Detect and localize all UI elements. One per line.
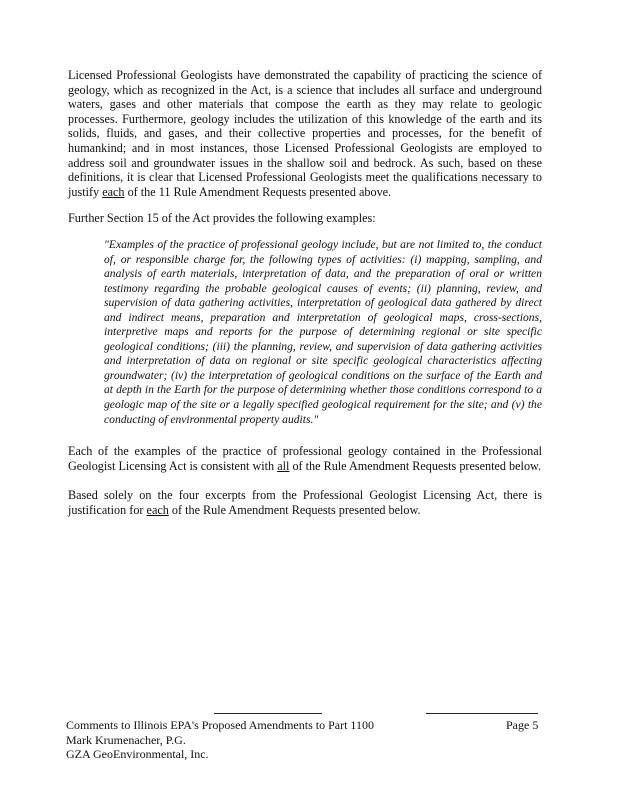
footer-divider-left [214, 713, 322, 714]
paragraph-text: Based solely on the four excerpts from the Professional Geologist Licensing Act, there is justification for [68, 488, 542, 517]
paragraph-justification [68, 488, 542, 517]
paragraph-text: Licensed Professional Geologists have demonstrated the capability of practicing the science of geology, which as recognized in the Act, is a science that includes all surface and underground waters, gases and other materials that compose the earth as they may relate to geologic processes. Furthermore, geology includes the utilization of this knowledge of the earth and its solids, fluids, and gases, and their collective properties and processes, for the benefit of humankind; and in most instances, those Licensed Professional Geologists are employed to address soil and groundwater issues in the shallow soil and bedrock. As such, based on these definitions, it is clear that Licensed Professional Geologists meet the qualifications necessary to justify [68, 68, 542, 199]
paragraph-section-15-intro: Further Section 15 of the Act provides the following examples: [68, 211, 376, 225]
paragraph-geologists-qualifications [68, 68, 542, 199]
paragraph-text: of the Rule Amendment Requests presented below. [289, 458, 542, 473]
footer-document-title: Comments to Illinois EPA's Proposed Amendments to Part 1100 [66, 718, 374, 732]
paragraph-text: of the 11 Rule Amendment Requests presented above. [124, 184, 392, 199]
footer-author: Mark Krumenacher, P.G. [66, 733, 186, 747]
underlined-each: each [146, 502, 169, 517]
underlined-each: each [102, 184, 125, 199]
footer-company: GZA GeoEnvironmental, Inc. [66, 747, 209, 761]
block-quote-examples: "Examples of the practice of professional geology include, but are not limited to, the conduct of, or responsible charge for, the following types of activities: (i) mapping, sampling, and analysis of earth materials, interpretation of data, and the preparation of oral or written testimony regarding the probable geological causes of events; (ii) planning, review, and supervision of data gathering activities, interpretation of geological data gathered by direct and indirect means, preparation and interpretation of geological maps, cross-sections, interpretive maps and reports for the purpose of determining regional or site specific geological conditions; (iii) the planning, review, and supervision of data gathering activities and interpretation of data on regional or site specific geological characteristics affecting groundwater; (iv) the interpretation of geological conditions on the surface of the Earth and at depth in the Earth for the purpose of determining whether those conditions correspond to a geologic map of the site or a legally specified geological requirement for the site; and (v) the conducting of environmental property audits." [104, 238, 542, 426]
underlined-all: all [277, 458, 290, 473]
footer-page-number: Page 5 [506, 718, 539, 732]
paragraph-text: Each of the examples of the practice of professional geology contained in the Professional Geologist Licensing Act is consistent with [68, 444, 542, 473]
footer-divider-right [426, 713, 538, 714]
paragraph-text: of the Rule Amendment Requests presented below. [168, 502, 421, 517]
paragraph-examples-consistency [68, 444, 542, 473]
